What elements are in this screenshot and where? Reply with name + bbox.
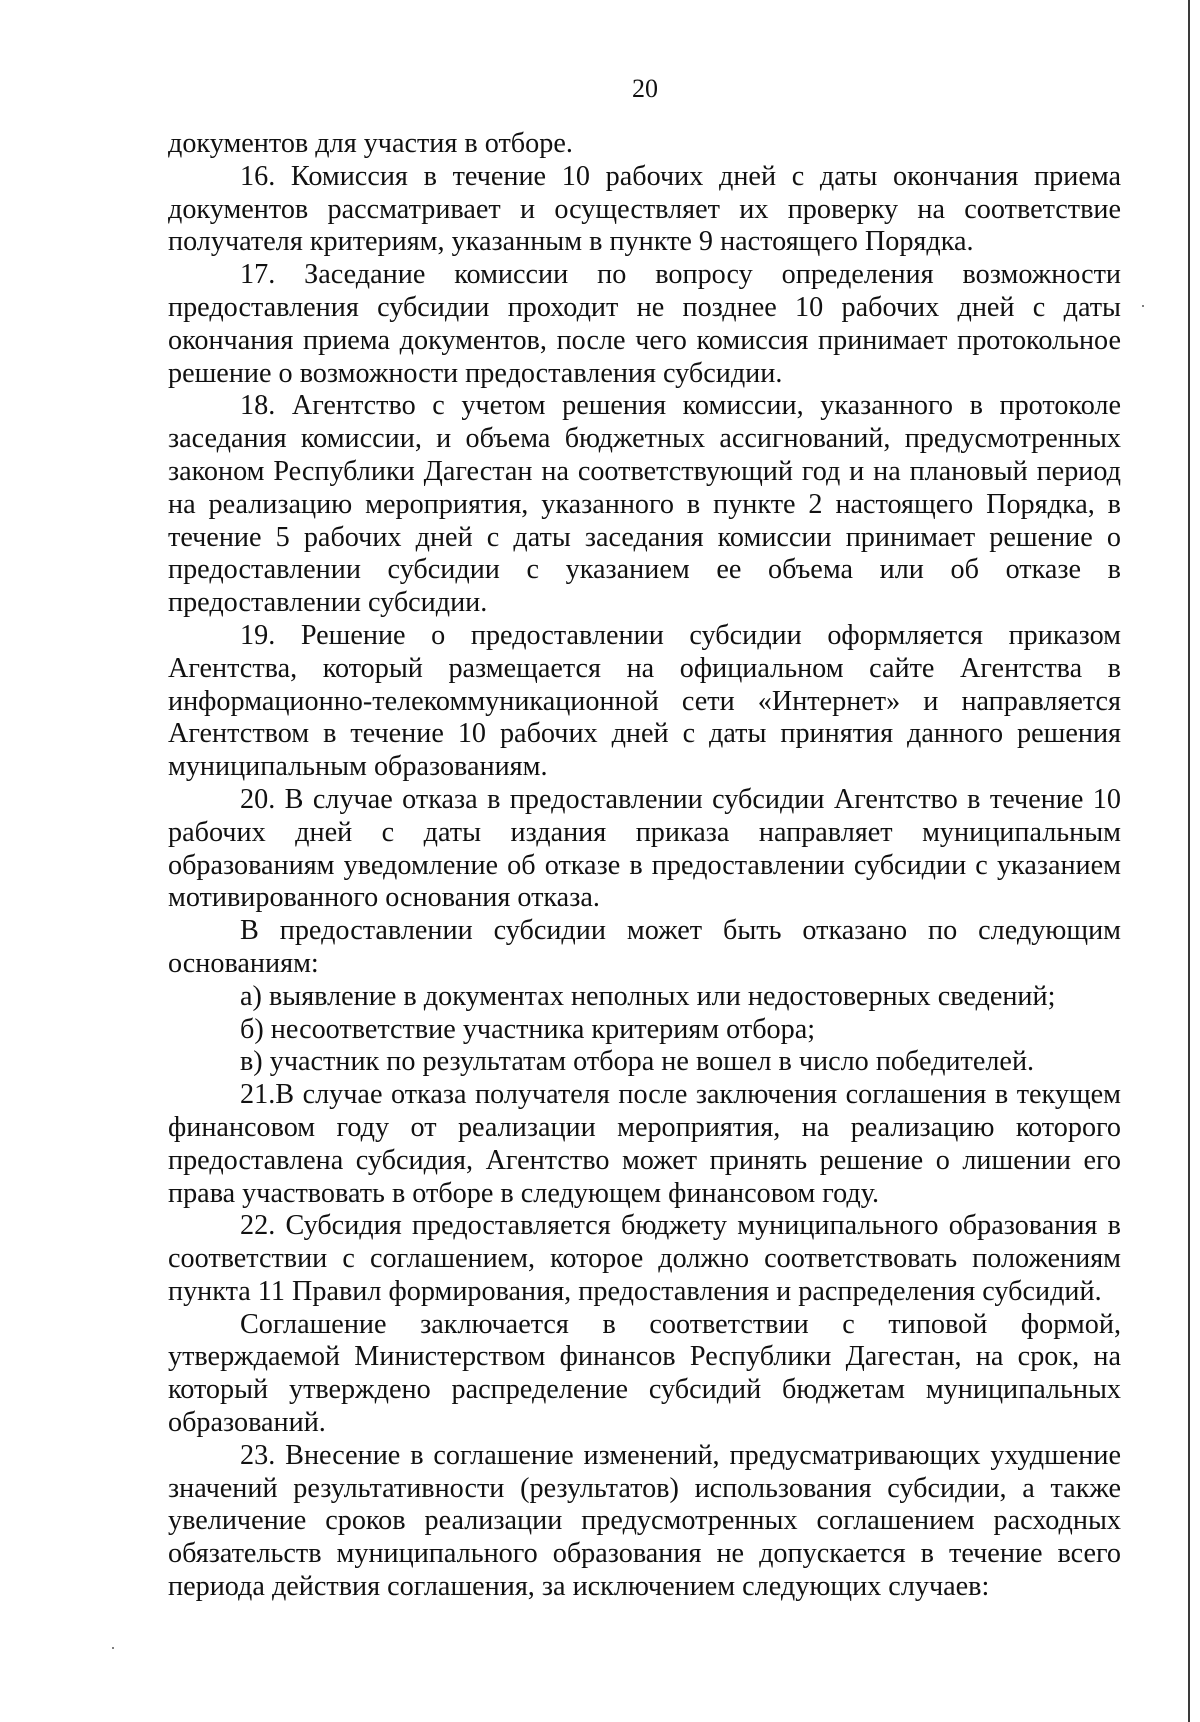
paragraph-18: 18. Агентство с учетом решения комиссии, указанного в протоколе заседания комиссии, и объема бюджетных ассигнований, предусмотренных законом Республики Дагестан на соответствующий год и на плановый период на реализацию мероприятия, указанного в пункте 2 настоящего Порядка, в течение 5 рабочих дней с даты заседания комиссии принимает решение о предоставлении субсидии с указанием ее объема или об отказе в предоставлении субсидии. (168, 390, 1121, 619)
paragraph-refusal-grounds: В предоставлении субсидии может быть отказано по следующим основаниям: (168, 915, 1121, 979)
page-edge-line (1188, 0, 1190, 1722)
list-item-a: а) выявление в документах неполных или недостоверных сведений; (240, 980, 1056, 1012)
list-item-b: б) несоответствие участника критериям отбора; (240, 1013, 816, 1045)
paragraph-17: 17. Заседание комиссии по вопросу определения возможности предоставления субсидии проходит не позднее 10 рабочих дней с даты окончания приема документов, после чего комиссия принимает протокольное решение о возможности предоставления субсидии. (168, 259, 1121, 389)
paragraph-20: 20. В случае отказа в предоставлении субсидии Агентство в течение 10 рабочих дней с даты издания приказа направляет муниципальным образованиям уведомление об отказе в предоставлении субсидии с указанием мотивированного основания отказа. (168, 783, 1121, 914)
paragraph-21: 21.В случае отказа получателя после заключения соглашения в текущем финансовом году от реализации мероприятия, на реализацию которого предоставлена субсидия, Агентство может принять решение о лишении его права участвовать в отборе в следующем финансовом году. (168, 1079, 1121, 1209)
scan-speck (112, 1647, 114, 1649)
document-body (168, 128, 1121, 1604)
paragraph-agreement: Соглашение заключается в соответствии с типовой формой, утверждаемой Министерством финансов Республики Дагестан, на срок, на который утверждено распределение субсидий бюджетам муниципальных образований. (168, 1308, 1121, 1439)
page-number: 20 (632, 74, 658, 103)
paragraph-continuation: документов для участия в отборе. (168, 128, 573, 159)
paragraph-19: 19. Решение о предоставлении субсидии оформляется приказом Агентства, который размещается на официальном сайте Агентства в информационно-телекоммуникационной сети «Интернет» и направляется Агентством в течение 10 рабочих дней с даты принятия данного решения муниципальным образованиям. (168, 619, 1121, 783)
paragraph-22: 22. Субсидия предоставляется бюджету муниципального образования в соответствии с соглашением, которое должно соответствовать положениям пункта 11 Правил формирования, предоставления и распределения субсидий. (168, 1210, 1121, 1307)
scan-speck (1142, 305, 1144, 307)
paragraph-23: 23. Внесение в соглашение изменений, предусматривающих ухудшение значений результативности (результатов) использования субсидии, а также увеличение сроков реализации предусмотренных соглашением расходных обязательств муниципального образования не допускается в течение всего периода действия соглашения, за исключением следующих случаев: (168, 1439, 1121, 1603)
list-item-v: в) участник по результатам отбора не вошел в число победителей. (240, 1046, 1035, 1078)
paragraph-16: 16. Комиссия в течение 10 рабочих дней с даты окончания приема документов рассматривает и осуществляет их проверку на соответствие получателя критериям, указанным в пункте 9 настоящего Порядка. (168, 160, 1121, 258)
